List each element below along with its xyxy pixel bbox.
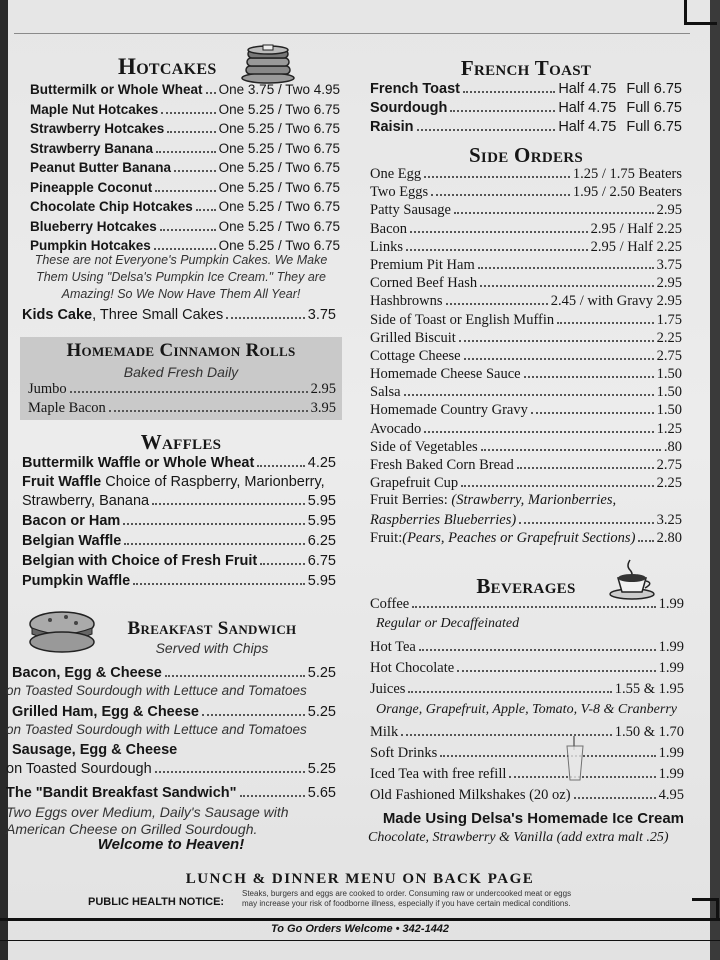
beverage-item-price: 1.50 & 1.70 <box>614 724 684 740</box>
sausage-row <box>6 761 336 777</box>
bandit-row <box>6 785 336 801</box>
shake-line2: Chocolate, Strawberry & Vanilla (add extra malt .25) <box>368 830 669 845</box>
side-order-item-name: Salsa <box>370 384 401 401</box>
waffle-item <box>22 511 336 531</box>
kids-cake-desc: , Three Small Cakes <box>92 307 224 323</box>
side-order-item-price: 1.25 <box>656 420 682 437</box>
bandit-desc-line: Two Eggs over Medium, Daily's Sausage with <box>6 804 289 820</box>
leader-dots <box>70 391 308 393</box>
leader-dots <box>156 151 216 153</box>
side-order-item-price: 2.75 <box>656 347 682 364</box>
side-order-item <box>370 347 682 365</box>
hotcake-item <box>30 158 340 178</box>
sandwich-icon <box>26 608 98 656</box>
french-toast-full-price: Full 6.75 <box>626 81 682 97</box>
hotcake-item-price: One 5.25 / Two 6.75 <box>218 101 340 117</box>
cinnamon-item-price: 3.95 <box>310 400 336 416</box>
side-order-item-price: 3.75 <box>656 256 682 273</box>
beverage-item-price: 1.99 <box>658 766 684 782</box>
hotcake-item-name: Strawberry Banana <box>30 140 154 156</box>
side-order-item <box>370 311 682 329</box>
leader-dots <box>408 691 611 693</box>
side-order-item-price: 2.95 <box>656 202 682 219</box>
shake-line1: Made Using Delsa's Homemade Ice Cream <box>382 810 684 827</box>
leader-dots <box>412 606 655 608</box>
pumpkin-note <box>22 252 340 303</box>
leader-dots <box>161 112 215 114</box>
side-order-item-price: 2.75 <box>656 457 682 473</box>
leader-dots <box>454 212 654 214</box>
waffle-item <box>22 531 336 551</box>
hotcake-item-name: Peanut Butter Banana <box>30 160 172 175</box>
beverage-item-name: Juices <box>370 681 406 697</box>
kids-cake-name: Kids Cake <box>22 307 93 323</box>
leader-dots <box>417 129 556 131</box>
leader-dots <box>517 467 654 469</box>
french-toast-item-name: Sourdough <box>370 100 448 116</box>
leader-dots <box>446 303 548 305</box>
footer-rule-thin <box>0 940 720 941</box>
fruit-berries-price: 3.25 <box>656 512 682 528</box>
leader-dots <box>574 797 656 799</box>
bandit-tagline: Welcome to Heaven! <box>97 836 245 853</box>
leader-dots <box>109 410 308 412</box>
leader-dots <box>463 91 555 93</box>
beverage-item <box>370 764 684 785</box>
leader-dots <box>152 503 305 505</box>
beverage-item <box>370 637 684 658</box>
french-toast-item-name: Raisin <box>370 119 414 135</box>
side-order-item-price: 2.45 / with Gravy 2.95 <box>550 293 682 310</box>
bandit-desc-line: American Cheese on Grilled Sourdough. <box>6 821 258 837</box>
hotcake-item <box>30 80 340 100</box>
beverage-item <box>370 722 684 743</box>
beverages-list <box>370 637 684 700</box>
page-right-edge <box>710 0 720 960</box>
french-toast-half-price: Half 4.75 <box>558 100 617 116</box>
fruit-berries-name: Fruit Berries: <box>370 492 448 508</box>
leader-dots <box>524 376 654 378</box>
side-order-item-name: Corned Beef Hash <box>370 275 478 292</box>
side-order-item-name: Avocado <box>370 420 422 437</box>
sausage-price: 5.25 <box>307 761 336 777</box>
leader-dots <box>519 522 653 524</box>
kids-cake-row <box>22 307 336 323</box>
waffle-item <box>22 551 336 571</box>
coffee-price: 1.99 <box>658 596 684 612</box>
waffle-item-name: Bacon or Ham <box>22 513 121 529</box>
fruit-price: 2.80 <box>656 530 682 546</box>
leader-dots <box>174 170 216 172</box>
juice-note: Orange, Grapefruit, Apple, Tomato, V-8 & Cranberry <box>376 702 678 717</box>
side-order-item <box>370 474 682 492</box>
bandit-price: 5.65 <box>307 785 336 801</box>
leader-dots <box>480 285 654 287</box>
beverage-item-name: Iced Tea with free refill <box>370 766 507 782</box>
hotcake-item <box>30 178 340 198</box>
side-order-item-name: Homemade Cheese Sauce <box>370 366 521 383</box>
beverages-list-2 <box>370 722 684 806</box>
side-order-item <box>370 329 682 347</box>
waffle-item-name: Pumpkin Waffle <box>22 573 131 589</box>
leader-dots <box>206 92 216 94</box>
side-order-item-name: Hashbrowns <box>370 293 443 310</box>
waffle-item-price: 4.25 <box>307 455 336 471</box>
hotcake-item <box>30 139 340 159</box>
french-toast-title: French Toast <box>460 56 592 80</box>
sandwich-item <box>12 663 336 683</box>
side-order-item <box>370 256 682 274</box>
side-orders-list <box>370 165 682 492</box>
beverage-item <box>370 658 684 679</box>
fruit-berries-desc: (Strawberry, Marionberries, <box>447 492 617 508</box>
side-order-item-price: 1.50 <box>656 384 682 401</box>
side-order-item-name: Grilled Biscuit <box>370 329 456 346</box>
leader-dots <box>557 322 654 324</box>
fruit-waffle-line2 <box>22 492 336 511</box>
side-order-item-name: Two Eggs <box>370 184 429 201</box>
leader-dots <box>165 675 305 677</box>
side-order-item-name: Patty Sausage <box>370 202 451 219</box>
fruit-waffle-name: Fruit Waffle <box>22 474 102 490</box>
leader-dots <box>457 670 655 672</box>
hotcake-item-price: One 5.25 / Two 6.75 <box>218 140 340 156</box>
side-order-item <box>370 165 682 183</box>
leader-dots <box>450 110 555 112</box>
leader-dots <box>440 755 655 757</box>
fruit-name: Fruit: <box>370 530 403 546</box>
fruit-waffle-line2-price: 5.95 <box>307 493 336 509</box>
hotcake-item-price: One 5.25 / Two 6.75 <box>218 160 340 175</box>
beverage-item-price: 1.99 <box>658 660 684 676</box>
side-order-item <box>370 201 682 219</box>
leader-dots <box>124 543 304 545</box>
side-order-item-price: 1.95 / 2.50 Beaters <box>572 184 682 201</box>
leader-dots <box>459 340 654 342</box>
side-order-item <box>370 365 682 383</box>
leader-dots <box>167 131 215 133</box>
waffle-item-name: Belgian Waffle <box>22 533 122 549</box>
french-toast-item-name: French Toast <box>370 81 460 97</box>
hotcake-item-price: One 5.25 / Two 6.75 <box>218 179 340 195</box>
soda-glass-icon <box>564 736 586 784</box>
side-order-item <box>370 274 682 292</box>
waffle-item-price: 5.95 <box>307 573 336 589</box>
side-order-item-name: Links <box>370 238 404 255</box>
waffle-item-price: 6.75 <box>307 553 336 569</box>
side-order-item-name: Bacon <box>370 220 408 237</box>
side-order-item-price: 2.25 <box>656 475 682 492</box>
side-order-item-price: 2.95 <box>656 275 682 292</box>
hotcake-item-price: One 5.25 / Two 6.75 <box>218 238 340 253</box>
hotcake-item-name: Maple Nut Hotcakes <box>30 101 159 117</box>
hotcake-item-name: Buttermilk or Whole Wheat <box>30 82 203 97</box>
beverage-item <box>370 743 684 764</box>
waffles-title: Waffles <box>140 430 222 454</box>
side-order-item-name: One Egg <box>370 166 422 182</box>
fruit-desc: (Pears, Peaches or Grapefruit Sections) <box>402 530 636 546</box>
leader-dots <box>154 248 216 250</box>
fruit-waffle-line1 <box>22 473 336 492</box>
side-order-item-price: 1.50 <box>656 402 682 419</box>
pumpkin-note-line: Amazing! So We Now Have Them All Year! <box>61 287 301 301</box>
leader-dots <box>260 563 305 565</box>
fruit-waffle-line2-name: Strawberry, Banana <box>22 493 150 509</box>
french-toast-half-price: Half 4.75 <box>558 81 617 97</box>
waffle-item <box>22 454 336 473</box>
coffee-name: Coffee <box>370 596 410 612</box>
side-order-item <box>370 183 682 201</box>
bandit-name: The "Bandit Breakfast Sandwich" <box>6 785 237 801</box>
fruit-berries-row <box>370 512 682 529</box>
cinnamon-item <box>28 399 336 418</box>
hotcake-item-name: Pumpkin Hotcakes <box>30 238 151 253</box>
side-order-item <box>370 238 682 256</box>
breakfast-sandwich-title: Breakfast Sandwich <box>127 618 297 639</box>
leader-dots <box>133 583 305 585</box>
leader-dots <box>240 795 305 797</box>
coffee-row <box>370 596 684 613</box>
beverages-title: Beverages <box>476 574 576 598</box>
sandwich-item-price: 5.25 <box>307 704 336 720</box>
fruit-waffle-desc: Choice of Raspberry, Marionberry, <box>101 474 325 490</box>
leader-dots <box>160 229 216 231</box>
hotcake-item-name: Blueberry Hotcakes <box>30 218 157 234</box>
public-health-line: may increase your risk of foodborne illness, especially if you have certain medical conditions. <box>242 899 571 908</box>
sausage-desc: on Toasted Sourdough <box>6 761 152 777</box>
hotcake-item-price: One 5.25 / Two 6.75 <box>218 121 340 136</box>
waffles-list <box>22 454 336 591</box>
side-order-item-price: 1.50 <box>656 366 682 383</box>
fruit-row <box>370 530 682 547</box>
beverage-item-name: Hot Tea <box>370 639 416 655</box>
side-order-item <box>370 292 682 310</box>
hotcake-item <box>30 100 340 120</box>
side-order-item-price: 1.75 <box>656 311 682 328</box>
leader-dots <box>226 317 305 319</box>
breakfast-sandwich-subtitle: Served with Chips <box>155 640 269 656</box>
back-page-note: LUNCH & DINNER MENU ON BACK PAGE <box>185 871 535 887</box>
side-order-item-name: Homemade Country Gravy <box>370 402 528 419</box>
leader-dots <box>424 176 570 178</box>
hotcake-item-name: Pineapple Coconut <box>30 179 153 195</box>
corner-decoration <box>684 0 717 25</box>
side-order-item <box>370 383 682 401</box>
french-toast-list <box>370 80 682 137</box>
beverage-item-price: 4.95 <box>658 787 684 803</box>
beverage-item-price: 1.55 & 1.95 <box>614 681 684 697</box>
sandwich-item-desc: on Toasted Sourdough with Lettuce and Tomatoes <box>6 722 307 737</box>
cinnamon-item-price: 2.95 <box>310 381 336 397</box>
fruit-berries-desc2: Raspberries Blueberries) <box>370 512 517 528</box>
hotcake-item-name: Strawberry Hotcakes <box>30 121 165 136</box>
side-order-item-price: 2.95 / Half 2.25 <box>590 238 682 255</box>
leader-dots <box>461 485 653 487</box>
corner-decoration <box>692 898 719 921</box>
coffee-note: Regular or Decaffeinated <box>376 616 520 631</box>
footer-rule <box>0 918 720 921</box>
bandit-desc <box>6 804 336 838</box>
pumpkin-note-line: Them Using "Delsa's Pumpkin Ice Cream." They are <box>36 270 326 284</box>
french-toast-item <box>370 99 682 118</box>
french-toast-item <box>370 118 682 137</box>
hotcake-item-price: One 3.75 / Two 4.95 <box>218 82 340 97</box>
side-order-item <box>370 456 682 474</box>
leader-dots <box>123 523 304 525</box>
beverage-item-price: 1.99 <box>658 639 684 655</box>
side-order-item-name: Grapefruit Cup <box>370 475 459 492</box>
cinnamon-list <box>28 380 336 418</box>
coffee-cup-icon <box>608 556 656 600</box>
leader-dots <box>155 190 215 192</box>
hotcake-item-price: One 5.25 / Two 6.75 <box>218 199 340 214</box>
waffle-item-price: 5.95 <box>307 513 336 529</box>
french-toast-full-price: Full 6.75 <box>626 100 682 116</box>
side-order-item-price: .80 <box>663 438 682 455</box>
leader-dots <box>431 194 570 196</box>
leader-dots <box>202 714 305 716</box>
beverage-item-name: Hot Chocolate <box>370 660 455 676</box>
leader-dots <box>424 431 653 433</box>
leader-dots <box>196 209 216 211</box>
public-health-label: PUBLIC HEALTH NOTICE: <box>88 896 225 908</box>
sandwich-item-name: Bacon, Egg & Cheese <box>12 665 162 681</box>
kids-cake-price: 3.75 <box>307 307 336 323</box>
leader-dots <box>464 358 654 360</box>
waffle-item-name: Belgian with Choice of Fresh Fruit <box>22 553 258 569</box>
side-order-item-name: Premium Pit Ham <box>370 256 475 273</box>
waffle-item-price: 6.25 <box>307 533 336 549</box>
side-order-item <box>370 420 682 438</box>
beverage-item-name: Soft Drinks <box>370 745 438 761</box>
waffle-item-name: Buttermilk Waffle or Whole Wheat <box>22 455 255 471</box>
side-order-item <box>370 220 682 238</box>
leader-dots <box>404 394 654 396</box>
beverage-item <box>370 785 684 806</box>
leader-dots <box>406 249 588 251</box>
fruit-berries-line1 <box>370 492 682 509</box>
sandwich-item-desc: on Toasted Sourdough with Lettuce and Tomatoes <box>6 683 307 698</box>
beverage-item-name: Old Fashioned Milkshakes (20 oz) <box>370 787 571 803</box>
beverage-item-name: Milk <box>370 724 399 740</box>
beverage-item-price: 1.99 <box>658 745 684 761</box>
side-order-item-name: Fresh Baked Corn Bread <box>370 457 514 473</box>
hotcakes-title: Hotcakes <box>118 54 217 79</box>
side-order-item-name: Side of Vegetables <box>370 438 478 455</box>
pancake-stack-icon <box>240 42 296 84</box>
side-order-item <box>370 401 682 419</box>
beverage-item <box>370 679 684 700</box>
hotcake-item-name: Chocolate Chip Hotcakes <box>30 199 193 214</box>
leader-dots <box>531 412 654 414</box>
leader-dots <box>155 771 305 773</box>
french-toast-item <box>370 80 682 99</box>
sandwich-item-price: 5.25 <box>307 665 336 681</box>
sandwich-item-name: Grilled Ham, Egg & Cheese <box>12 704 199 720</box>
leader-dots <box>478 267 654 269</box>
sandwich-list <box>6 663 336 741</box>
cinnamon-title: Homemade Cinnamon Rolls <box>66 340 296 361</box>
hotcakes-list <box>30 80 340 256</box>
french-toast-full-price: Full 6.75 <box>626 119 682 135</box>
top-rule <box>14 33 690 34</box>
cinnamon-subtitle: Baked Fresh Daily <box>123 364 239 380</box>
pumpkin-note-line: These are not Everyone's Pumpkin Cakes. We Make <box>34 253 328 267</box>
leader-dots <box>419 649 656 651</box>
cinnamon-item-name: Jumbo <box>28 381 67 397</box>
side-order-item-price: 1.25 / 1.75 Beaters <box>572 166 682 182</box>
side-orders-title: Side Orders <box>468 143 584 167</box>
sausage-name: Sausage, Egg & Cheese <box>12 742 178 758</box>
cinnamon-item-name: Maple Bacon <box>28 400 106 416</box>
side-order-item-price: 2.95 / Half 2.25 <box>590 220 682 237</box>
leader-dots <box>638 540 653 542</box>
sandwich-item <box>12 702 336 722</box>
cinnamon-item <box>28 380 336 399</box>
hotcake-item-price: One 5.25 / Two 6.75 <box>218 218 340 234</box>
french-toast-half-price: Half 4.75 <box>558 119 617 135</box>
leader-dots <box>257 465 304 467</box>
side-order-item-name: Side of Toast or English Muffin <box>370 311 555 328</box>
side-order-item-price: 2.25 <box>656 329 682 346</box>
hotcake-item <box>30 197 340 217</box>
waffle-item <box>22 571 336 591</box>
hotcakes-header <box>22 52 340 82</box>
public-health-line: Steaks, burgers and eggs are cooked to order. Consuming raw or undercooked meat or eggs <box>242 889 572 898</box>
leader-dots <box>410 231 588 233</box>
side-order-item-name: Cottage Cheese <box>370 347 461 364</box>
hotcake-item <box>30 119 340 139</box>
to-go-orders: To Go Orders Welcome • 342-1442 <box>270 923 450 935</box>
leader-dots <box>481 449 661 451</box>
side-order-item <box>370 438 682 456</box>
hotcake-item <box>30 217 340 237</box>
public-health-text <box>242 889 682 909</box>
